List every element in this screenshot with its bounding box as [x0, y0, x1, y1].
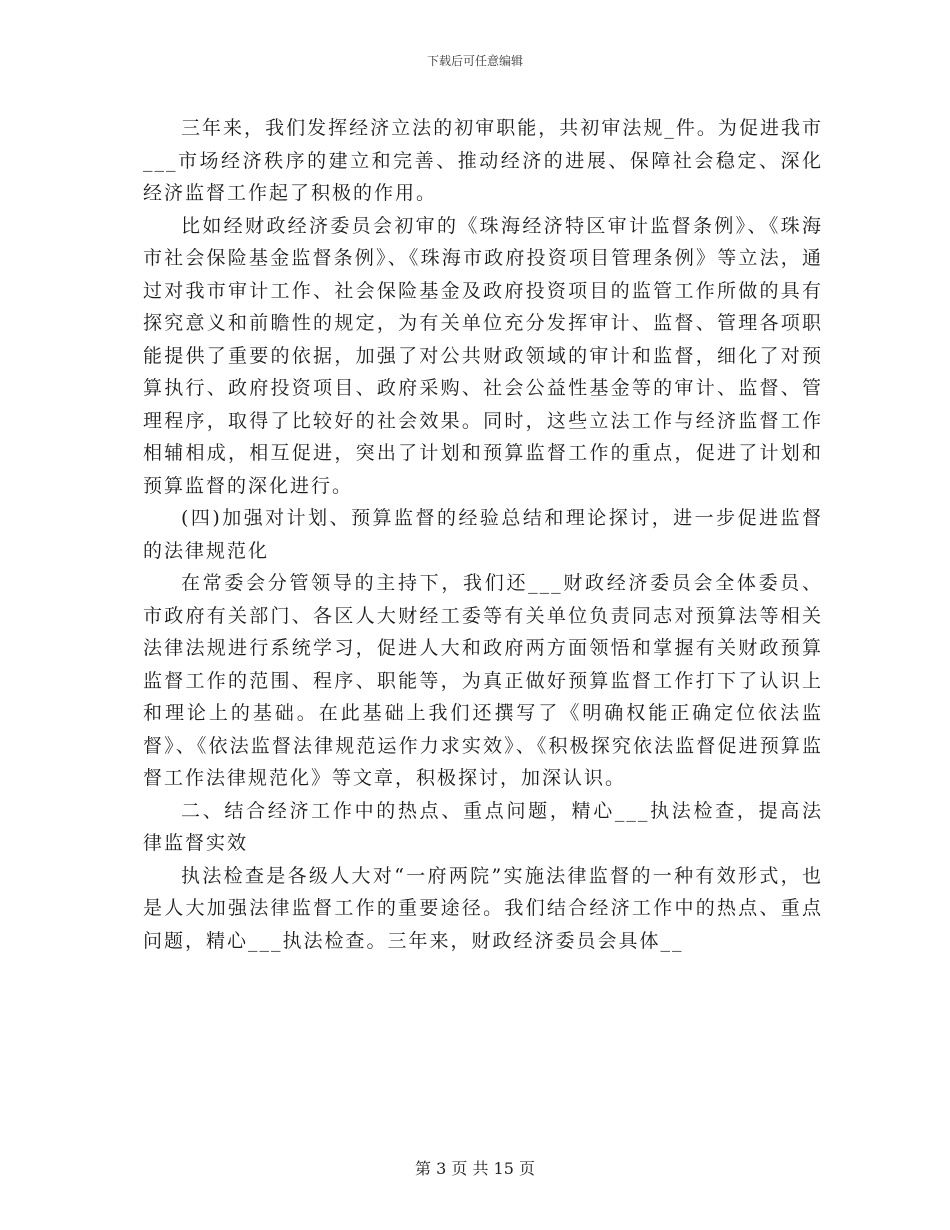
paragraph-legislation-review: 三年来，我们发挥经济立法的初审职能，共初审法规_件。为促进我市___市场经济秩序的建立和完善、推动经济的进展、保障社会稳定、深化经济监督工作起了积极的作用。: [143, 117, 823, 204]
header-note: 下载后可任意编辑: [426, 54, 523, 68]
section-heading-two: 二、结合经济工作中的热点、重点问题，精心___执法检查，提高法律监督实效: [143, 799, 823, 854]
document-body: [143, 112, 823, 957]
paragraph-law-enforcement: 执法检查是各级人大对“一府两院”实施法律监督的一种有效形式，也是人大加强法律监督工作的重要途径。我们结合经济工作中的热点、重点问题，精心___执法检查。三年来，财政经济委员会具体__: [143, 864, 823, 952]
paragraph-legislation-examples: 比如经财政经济委员会初审的《珠海经济特区审计监督条例》、《珠海市社会保险基金监督条例》、《珠海市政府投资项目管理条例》等立法，通过对我市审计工作、社会保险基金及政府投资项目的监管工作所做的具有探究意义和前瞻性的规定，为有关单位充分发挥审计、监督、管理各项职能提供了重要的依据，加强了对公共财政领域的审计和监督，细化了对预算执行、政府投资项目、政府采购、社会公益性基金等的审计、监督、管理程序，取得了比较好的社会效果。同时，这些立法工作与经济监督工作相辅相成，相互促进，突出了计划和预算监督工作的重点，促进了计划和预算监督的深化进行。: [143, 214, 823, 497]
page-number: 第 3 页 共 15 页: [415, 1159, 535, 1178]
paragraph-study-theory: 在常委会分管领导的主持下，我们还___财政经济委员会全体委员、市政府有关部门、各区人大财经工委等有关单位负责同志对预算法等相关法律法规进行系统学习，促进人大和政府两方面领悟和掌握有关财政预算监督工作的范围、程序、职能等，为真正做好预算监督工作打下了认识上和理论上的基础。在此基础上我们还撰写了《明确权能正确定位依法监督》、《依法监督法律规范运作力求实效》、《积极探究依法监督促进预算监督工作法律规范化》等文章，积极探讨，加深认识。: [143, 572, 823, 789]
section-heading-four: (四)加强对计划、预算监督的经验总结和理论探讨，进一步促进监督的法律规范化: [143, 507, 823, 562]
